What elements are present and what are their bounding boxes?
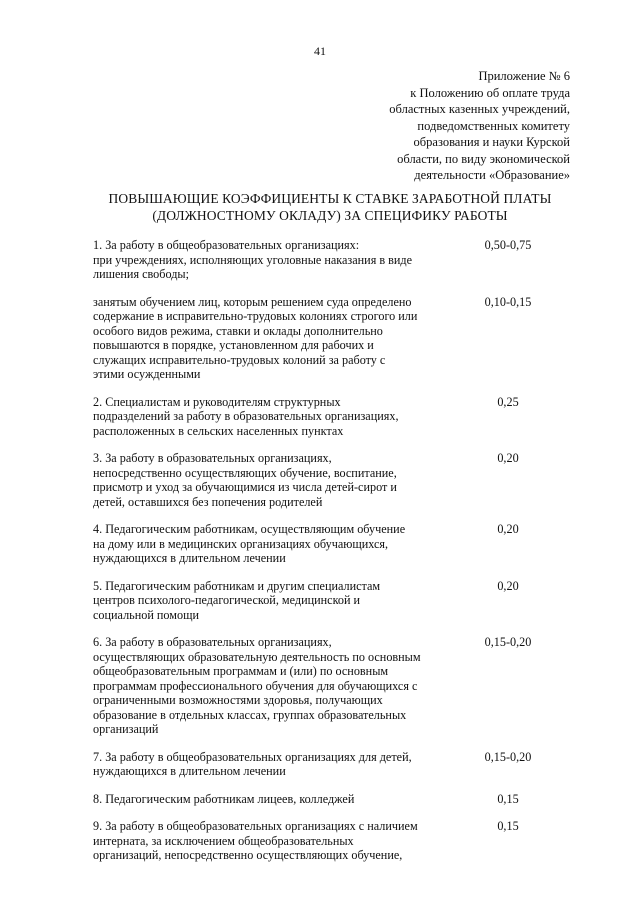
item-line: непосредственно осуществляющих обучение, воспитание, bbox=[93, 465, 397, 480]
item-line: программам профессионального обучения для обучающихся с bbox=[93, 678, 418, 693]
item-text bbox=[93, 792, 448, 807]
list-item bbox=[93, 635, 553, 737]
item-coefficient: 0,15 bbox=[497, 819, 519, 833]
appendix-line: подведомственных комитету bbox=[417, 118, 570, 133]
item-line: 4. Педагогическим работникам, осуществляющим обучение bbox=[93, 522, 406, 536]
item-line: осуществляющих образовательную деятельность по основным bbox=[93, 649, 421, 664]
item-coefficient: 0,20 bbox=[497, 451, 519, 465]
item-coefficient: 0,20 bbox=[497, 578, 519, 593]
item-line: 8. Педагогическим работникам лицеев, колледжей bbox=[93, 791, 355, 806]
item-line: занятым обучением лиц, которым решением суда определено bbox=[93, 294, 412, 309]
list-item bbox=[93, 238, 553, 282]
appendix-line: деятельности «Образование» bbox=[414, 168, 570, 182]
appendix-line: областных казенных учреждений, bbox=[389, 102, 570, 116]
coefficients-list bbox=[93, 238, 553, 863]
item-text bbox=[93, 635, 448, 737]
item-line: при учреждениях, исполняющих уголовные наказания в виде bbox=[93, 252, 413, 267]
item-text bbox=[93, 451, 448, 509]
item-line: подразделений за работу в образовательных организациях, bbox=[93, 409, 399, 423]
item-line: расположенных в сельских населенных пунктах bbox=[93, 423, 344, 438]
item-line: социальной помощи bbox=[93, 607, 199, 622]
item-coefficient: 0,50-0,75 bbox=[484, 238, 532, 252]
item-coefficient: 0,20 bbox=[497, 522, 519, 536]
item-coefficient: 0,15-0,20 bbox=[484, 635, 532, 649]
item-line: 9. За работу в общеобразовательных организациях с наличием bbox=[93, 819, 418, 833]
item-line: 6. За работу в образовательных организациях, bbox=[93, 635, 332, 649]
appendix-line: Приложение № 6 bbox=[478, 69, 570, 83]
item-line: 7. За работу в общеобразовательных организациях для детей, bbox=[93, 749, 412, 764]
page-number: 41 bbox=[314, 44, 326, 58]
list-item bbox=[93, 522, 553, 566]
item-text bbox=[93, 295, 448, 382]
item-line: на дому или в медицинских организациях обучающихся, bbox=[93, 536, 389, 551]
item-line: 2. Специалистам и руководителям структурных bbox=[93, 394, 341, 409]
appendix-line: образования и науки Курской bbox=[413, 135, 570, 149]
appendix-line: к Положению об оплате труда bbox=[410, 85, 570, 100]
item-line: интерната, за исключением общеобразовательных bbox=[93, 833, 354, 848]
list-item bbox=[93, 819, 553, 863]
item-line: содержание в исправительно-трудовых колониях строгого или bbox=[93, 309, 418, 323]
document-title bbox=[80, 190, 580, 224]
item-text bbox=[93, 579, 448, 623]
item-line: служащих исправительно-трудовых колоний за работу с bbox=[93, 352, 386, 367]
item-line: организаций, непосредственно осуществляющих обучение, bbox=[93, 848, 403, 862]
item-line: детей, оставшихся без попечения родителей bbox=[93, 494, 323, 509]
item-text bbox=[93, 750, 448, 779]
item-line: нуждающихся в длительном лечении bbox=[93, 551, 286, 565]
item-coefficient: 0,10-0,15 bbox=[484, 294, 532, 309]
list-item bbox=[93, 750, 553, 779]
item-line: присмотр и уход за обучающимися из числа детей-сирот и bbox=[93, 480, 397, 494]
item-line: ограниченными возможностями здоровья, получающих bbox=[93, 693, 383, 707]
title-line: (ДОЛЖНОСТНОМУ ОКЛАДУ) ЗА СПЕЦИФИКУ РАБОТЫ bbox=[152, 208, 508, 223]
item-text bbox=[93, 819, 448, 863]
item-line: 1. За работу в общеобразовательных организациях: bbox=[93, 238, 360, 252]
title-line: ПОВЫШАЮЩИЕ КОЭФФИЦИЕНТЫ К СТАВКЕ ЗАРАБОТНОЙ ПЛАТЫ bbox=[108, 191, 552, 206]
list-item bbox=[93, 451, 553, 509]
item-line: нуждающихся в длительном лечении bbox=[93, 764, 286, 778]
item-line: организаций bbox=[93, 722, 159, 736]
item-line: образование в отдельных классах, группах образовательных bbox=[93, 707, 407, 722]
item-coefficient: 0,25 bbox=[497, 394, 519, 409]
item-line: лишения свободы; bbox=[93, 267, 189, 281]
list-item bbox=[93, 579, 553, 623]
list-item bbox=[93, 295, 553, 382]
appendix-header bbox=[330, 68, 570, 184]
item-text bbox=[93, 522, 448, 566]
appendix-line: области, по виду экономической bbox=[397, 151, 570, 166]
item-line: общеобразовательным программам и (или) по основным bbox=[93, 664, 389, 678]
item-line: этими осужденными bbox=[93, 367, 201, 381]
item-line: 5. Педагогическим работникам и другим специалистам bbox=[93, 578, 381, 593]
item-line: 3. За работу в образовательных организациях, bbox=[93, 451, 332, 465]
item-coefficient: 0,15 bbox=[497, 791, 519, 806]
item-text bbox=[93, 238, 448, 282]
item-text bbox=[93, 395, 448, 439]
list-item bbox=[93, 395, 553, 439]
item-line: особого видов режима, ставки и оклады дополнительно bbox=[93, 323, 383, 338]
list-item bbox=[93, 792, 553, 807]
item-line: центров психолого-педагогической, медицинской и bbox=[93, 593, 361, 607]
item-coefficient: 0,15-0,20 bbox=[484, 749, 532, 764]
item-line: повышаются в порядке, установленном для рабочих и bbox=[93, 338, 374, 352]
